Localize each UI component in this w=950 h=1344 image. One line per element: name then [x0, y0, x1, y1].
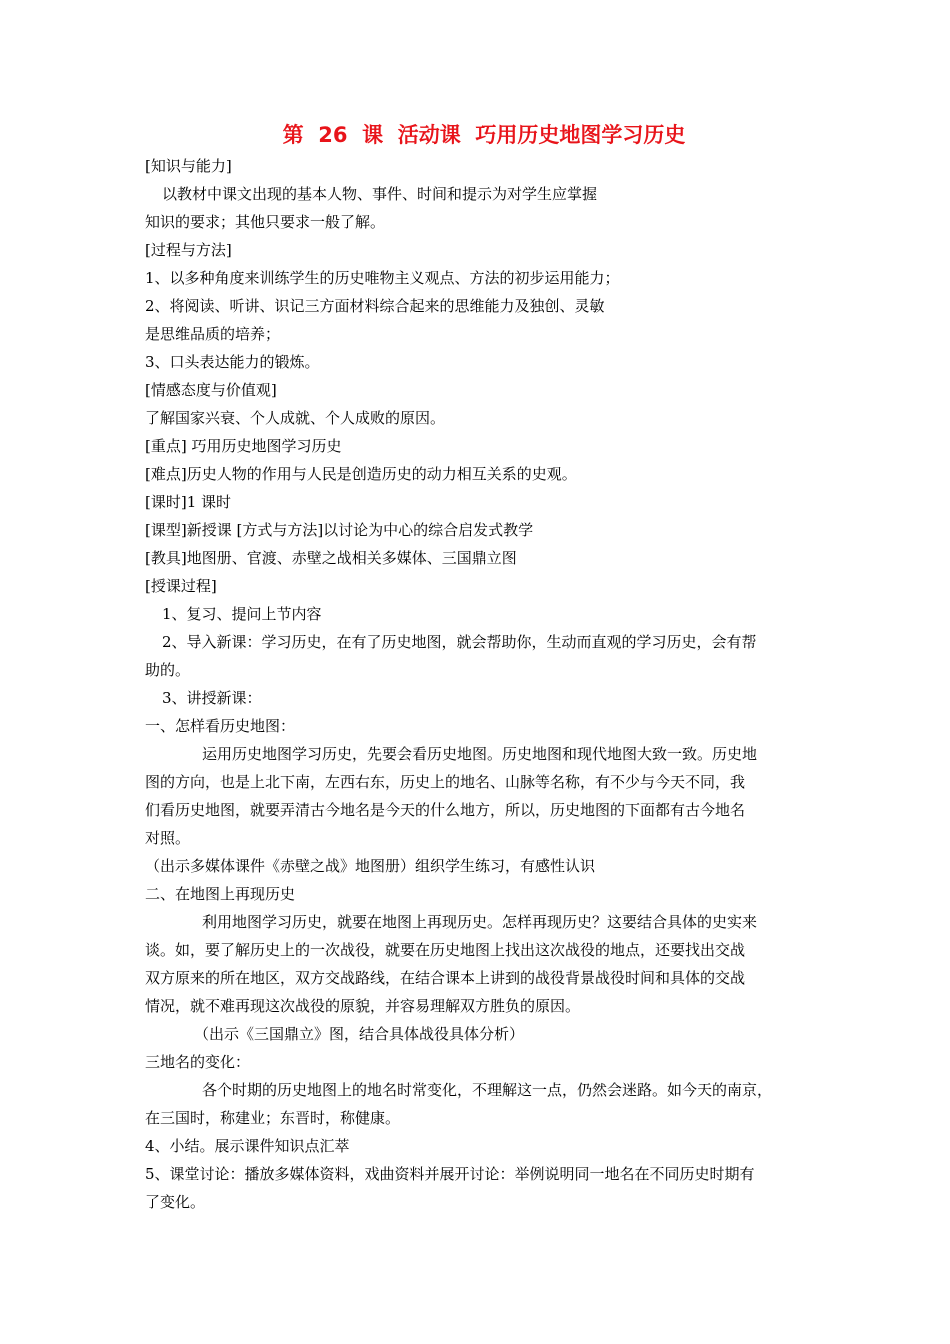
paragraph-line: 运用历史地图学习历史，先要会看历史地图。历史地图和现代地图大致一致。历史地 [202, 745, 758, 763]
section-heading-knowledge: [知识与能力] [145, 157, 232, 175]
paragraph-line: 3、讲授新课： [162, 689, 262, 707]
paragraph-line: 在三国时，称建业；东晋时，称健康。 [145, 1109, 401, 1127]
paragraph-line: （出示《三国鼎立》图，结合具体战役具体分析） [194, 1025, 525, 1043]
paragraph-line: 1、以多种角度来训练学生的历史唯物主义观点、方法的初步运用能力； [145, 269, 620, 287]
key-point-line: [重点] 巧用历史地图学习历史 [145, 437, 342, 455]
paragraph-line: （出示多媒体课件《赤壁之战》地图册）组织学生练习，有感性认识 [145, 857, 596, 875]
difficulty-line: [难点]历史人物的作用与人民是创造历史的动力相互关系的史观。 [145, 465, 577, 483]
paragraph-line: 各个时期的历史地图上的地名时常变化，不理解这一点，仍然会迷路。如今天的南京， [202, 1081, 773, 1099]
paragraph-line: 利用地图学习历史，就要在地图上再现历史。怎样再现历史？这要结合具体的史实来 [202, 913, 758, 931]
paragraph-line: 5、课堂讨论：播放多媒体资料，戏曲资料并展开讨论：举例说明同一地名在不同历史时期有 [145, 1165, 755, 1183]
subsection-heading: 二、在地图上再现历史 [145, 885, 296, 903]
paragraph-line: 2、将阅读、听讲、识记三方面材料综合起来的思维能力及独创、灵敏 [145, 297, 605, 315]
paragraph-line: 2、导入新课：学习历史，在有了历史地图，就会帮助你，生动而直观的学习历史，会有帮 [162, 633, 757, 651]
paragraph-line: 图的方向，也是上北下南，左西右东，历史上的地名、山脉等名称，有不少与今天不同，我 [145, 773, 746, 791]
paragraph-line: 3、口头表达能力的锻炼。 [145, 353, 320, 371]
paragraph-line: 对照。 [145, 829, 191, 847]
class-hours-line: [课时]1 课时 [145, 493, 232, 511]
teaching-aids-line: [教具]地图册、官渡、赤壁之战相关多媒体、三国鼎立图 [145, 549, 517, 567]
paragraph-line: 是思维品质的培养； [145, 325, 281, 343]
lesson-title: 第 26 课 活动课 巧用历史地图学习历史 [282, 123, 686, 147]
section-heading-procedure: [授课过程] [145, 577, 217, 595]
section-heading-values: [情感态度与价值观] [145, 381, 277, 399]
paragraph-line: 知识的要求；其他只要求一般了解。 [145, 213, 386, 231]
paragraph-line: 1、复习、提问上节内容 [162, 605, 322, 623]
paragraph-line: 了变化。 [145, 1193, 206, 1211]
paragraph-line: 4、小结。展示课件知识点汇萃 [145, 1137, 350, 1155]
subsection-heading: 三地名的变化： [145, 1053, 251, 1071]
subsection-heading: 一、怎样看历史地图： [145, 717, 296, 735]
paragraph-line: 们看历史地图，就要弄清古今地名是今天的什么地方，所以，历史地图的下面都有古今地名 [145, 801, 746, 819]
paragraph-line: 了解国家兴衰、个人成就、个人成败的原因。 [145, 409, 446, 427]
section-heading-process: [过程与方法] [145, 241, 232, 259]
paragraph-line: 情况，就不难再现这次战役的原貌，并容易理解双方胜负的原因。 [145, 997, 581, 1015]
lesson-type-line: [课型]新授课 [方式与方法]以讨论为中心的综合启发式教学 [145, 521, 534, 539]
paragraph-line: 助的。 [145, 661, 191, 679]
paragraph-line: 双方原来的所在地区，双方交战路线，在结合课本上讲到的战役背景战役时间和具体的交战 [145, 969, 746, 987]
paragraph-line: 谈。如，要了解历史上的一次战役，就要在历史地图上找出这次战役的地点，还要找出交战 [145, 941, 746, 959]
paragraph-line: 以教材中课文出现的基本人物、事件、时间和提示为对学生应掌握 [162, 185, 598, 203]
